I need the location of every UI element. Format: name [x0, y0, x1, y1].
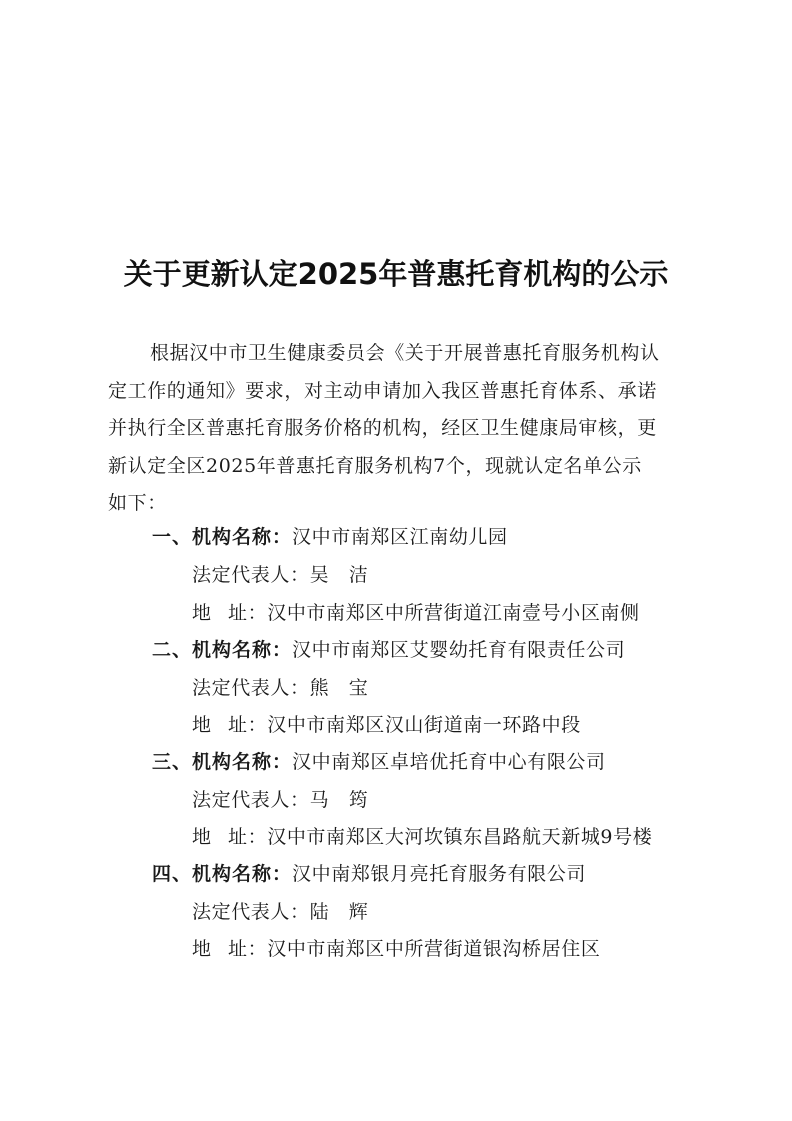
- legal-rep-name: 马 筠: [309, 789, 369, 811]
- org-number: 四、: [152, 863, 193, 885]
- address-label-2: 址：: [228, 714, 268, 736]
- org-1-address-row: [192, 598, 640, 625]
- org-2-rep-row: [192, 673, 368, 700]
- org-number: 三、: [152, 751, 193, 773]
- org-name: 汉中南郑银月亮托育服务有限公司: [292, 863, 587, 885]
- address-label-2: 址：: [228, 826, 268, 848]
- org-name-label: 机构名称：: [192, 751, 293, 773]
- intro-line: 新认定全区2025年普惠托育服务机构7个，现就认定名单公示: [108, 454, 642, 477]
- address-value: 汉中市南郑区中所营街道银沟桥居住区: [267, 938, 601, 960]
- legal-rep-label: 法定代表人：: [192, 677, 310, 699]
- address-label-1: 地: [192, 826, 229, 848]
- org-number: 二、: [152, 639, 193, 661]
- org-name: 汉中市南郑区江南幼儿园: [292, 526, 508, 548]
- legal-rep-label: 法定代表人：: [192, 564, 310, 586]
- org-1-rep-row: [192, 560, 368, 587]
- org-2-address-row: [192, 710, 581, 737]
- address-value: 汉中市南郑区大河坎镇东昌路航天新城9号楼: [267, 826, 653, 848]
- org-3-rep-row: [192, 785, 368, 812]
- legal-rep-label: 法定代表人：: [192, 789, 310, 811]
- address-value: 汉中市南郑区中所营街道江南壹号小区南侧: [267, 602, 640, 624]
- legal-rep-name: 陆 辉: [309, 901, 369, 923]
- address-label-2: 址：: [228, 938, 268, 960]
- address-label-1: 地: [192, 938, 229, 960]
- org-number: 一、: [152, 526, 193, 548]
- org-name-label: 机构名称：: [192, 639, 293, 661]
- address-label-1: 地: [192, 714, 229, 736]
- intro-paragraph: [108, 335, 693, 523]
- address-label-2: 址：: [228, 602, 268, 624]
- org-3-address-row: [192, 822, 652, 849]
- org-name: 汉中南郑区卓培优托育中心有限公司: [292, 751, 606, 773]
- org-4-address-row: [192, 934, 600, 961]
- org-1-name-row: [152, 522, 508, 549]
- intro-line: 根据汉中市卫生健康委员会《关于开展普惠托育服务机构认: [150, 342, 660, 364]
- intro-line: 并执行全区普惠托育服务价格的机构，经区卫生健康局审核，更: [108, 417, 657, 439]
- org-name-label: 机构名称：: [192, 526, 293, 548]
- org-name-label: 机构名称：: [192, 863, 293, 885]
- intro-line: 定工作的通知》要求，对主动申请加入我区普惠托育体系、承诺: [108, 379, 657, 402]
- address-label-1: 地: [192, 602, 229, 624]
- org-4-name-row: [152, 859, 586, 886]
- org-3-name-row: [152, 747, 606, 774]
- org-4-rep-row: [192, 897, 368, 924]
- address-value: 汉中市南郑区汉山街道南一环路中段: [267, 714, 581, 736]
- page-title: 关于更新认定2025年普惠托育机构的公示: [123, 257, 669, 291]
- legal-rep-label: 法定代表人：: [192, 901, 310, 923]
- intro-line: 如下：: [108, 492, 167, 514]
- legal-rep-name: 吴 洁: [309, 564, 369, 586]
- org-name: 汉中市南郑区艾婴幼托育有限责任公司: [292, 639, 626, 661]
- legal-rep-name: 熊 宝: [309, 677, 369, 699]
- org-2-name-row: [152, 635, 625, 662]
